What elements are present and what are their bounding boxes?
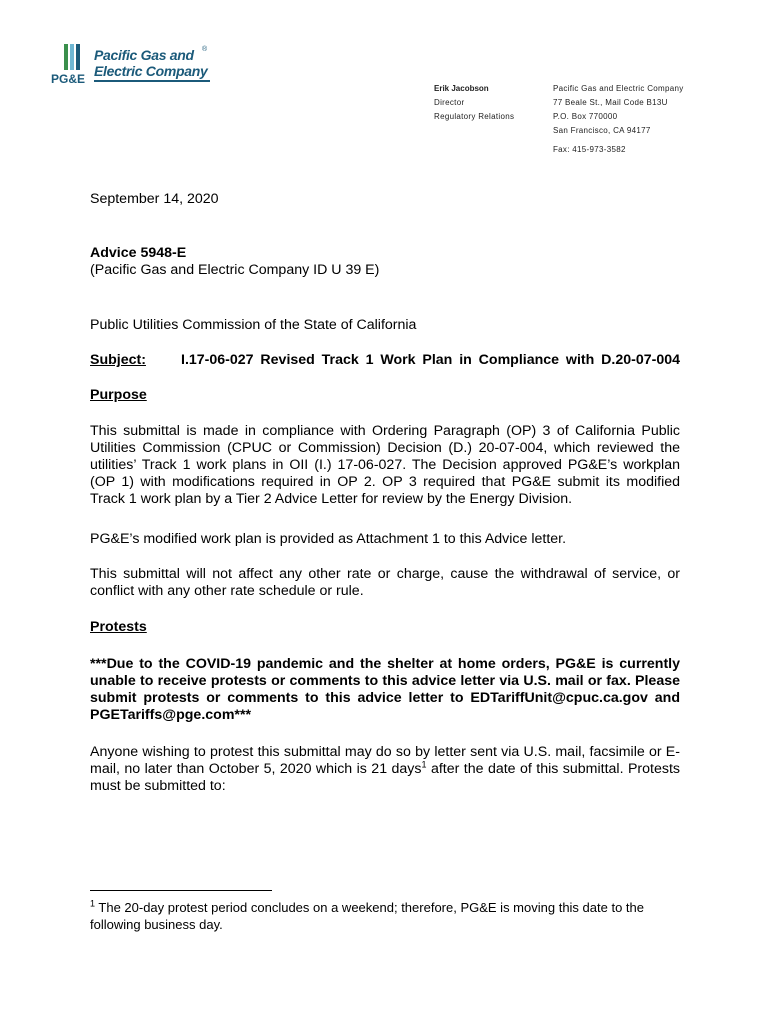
commission-name: Public Utilities Commission of the State of California: [90, 317, 417, 333]
pge-logo-icon: [50, 44, 86, 86]
address-line-2: 77 Beale St., Mail Code B13U: [553, 98, 668, 107]
logo-underline: [94, 80, 210, 82]
address-line-3: P.O. Box 770000: [553, 112, 618, 121]
footnote: [90, 899, 690, 933]
footnote-reference[interactable]: 1: [421, 759, 427, 770]
purpose-paragraph-2: PG&E’s modified work plan is provided as Attachment 1 to this Advice letter.: [90, 531, 567, 547]
purpose-paragraph-1: This submittal is made in compliance with Ordering Paragraph (OP) 3 of California Public Utilities Commission (CPUC or Commission) Decision (D.) 20-07-004, which reviewed the utilities’ Track 1 work plans in OII (I.) 17-06-027. The Decision approved PG&E’s workplan (OP 1) with modifications required in OP 2. OP 3 required that PG&E submit its modified Track 1 work plan by a Tier 2 Advice Letter for review by the Energy Division.: [90, 423, 680, 507]
subject-label: Subject:: [90, 352, 146, 368]
advice-company-id: (Pacific Gas and Electric Company ID U 39 E): [90, 262, 380, 278]
sender-block: [434, 82, 514, 124]
protests-heading: Protests: [90, 619, 147, 635]
sender-title: Director: [434, 98, 465, 107]
protest-instructions: [90, 744, 680, 795]
pge-logo: [50, 44, 210, 86]
advice-number: Advice 5948-E: [90, 245, 187, 261]
sender-name: Erik Jacobson: [434, 84, 489, 93]
footnote-text: The 20-day protest period concludes on a weekend; therefore, PG&E is moving this date to the following business day.: [90, 900, 644, 932]
pge-logo-mark-text: PG&E: [51, 72, 86, 86]
address-block: [553, 82, 684, 138]
fax-number: Fax: 415-973-3582: [553, 145, 626, 154]
sender-department: Regulatory Relations: [434, 112, 515, 121]
purpose-paragraph-3: This submittal will not affect any other rate or charge, cause the withdrawal of service, or conflict with any other rate schedule or rule.: [90, 566, 680, 599]
purpose-heading: Purpose: [90, 387, 147, 403]
address-line-1: Pacific Gas and Electric Company: [553, 84, 684, 93]
logo-registered-mark: ®: [202, 46, 208, 53]
logo-company-line1: Pacific Gas and: [94, 47, 194, 63]
logo-company-line2: Electric Company: [94, 63, 208, 79]
protest-instructions-part2: after the date of this submittal. Protests must be submitted to:: [90, 761, 680, 794]
address-line-4: San Francisco, CA 94177: [553, 126, 651, 135]
footnote-divider: [90, 890, 272, 891]
covid-protest-notice: ***Due to the COVID-19 pandemic and the shelter at home orders, PG&E is currently unable to receive protests or comments to this advice letter via U.S. mail or fax. Please submit protests or comments to this advice letter to EDTariffUnit@cpuc.ca.gov and PGETariffs@pge.com***: [90, 656, 680, 723]
protest-instructions-part1: Anyone wishing to protest this submittal may do so by letter sent via U.S. mail, facsimile or E-mail, no later than October 5, 2020 which is 21 days: [90, 744, 680, 777]
letter-date: September 14, 2020: [90, 191, 219, 207]
footnote-number: 1: [90, 898, 96, 909]
subject-text: I.17-06-027 Revised Track 1 Work Plan in Compliance with D.20-07-004: [181, 352, 680, 368]
